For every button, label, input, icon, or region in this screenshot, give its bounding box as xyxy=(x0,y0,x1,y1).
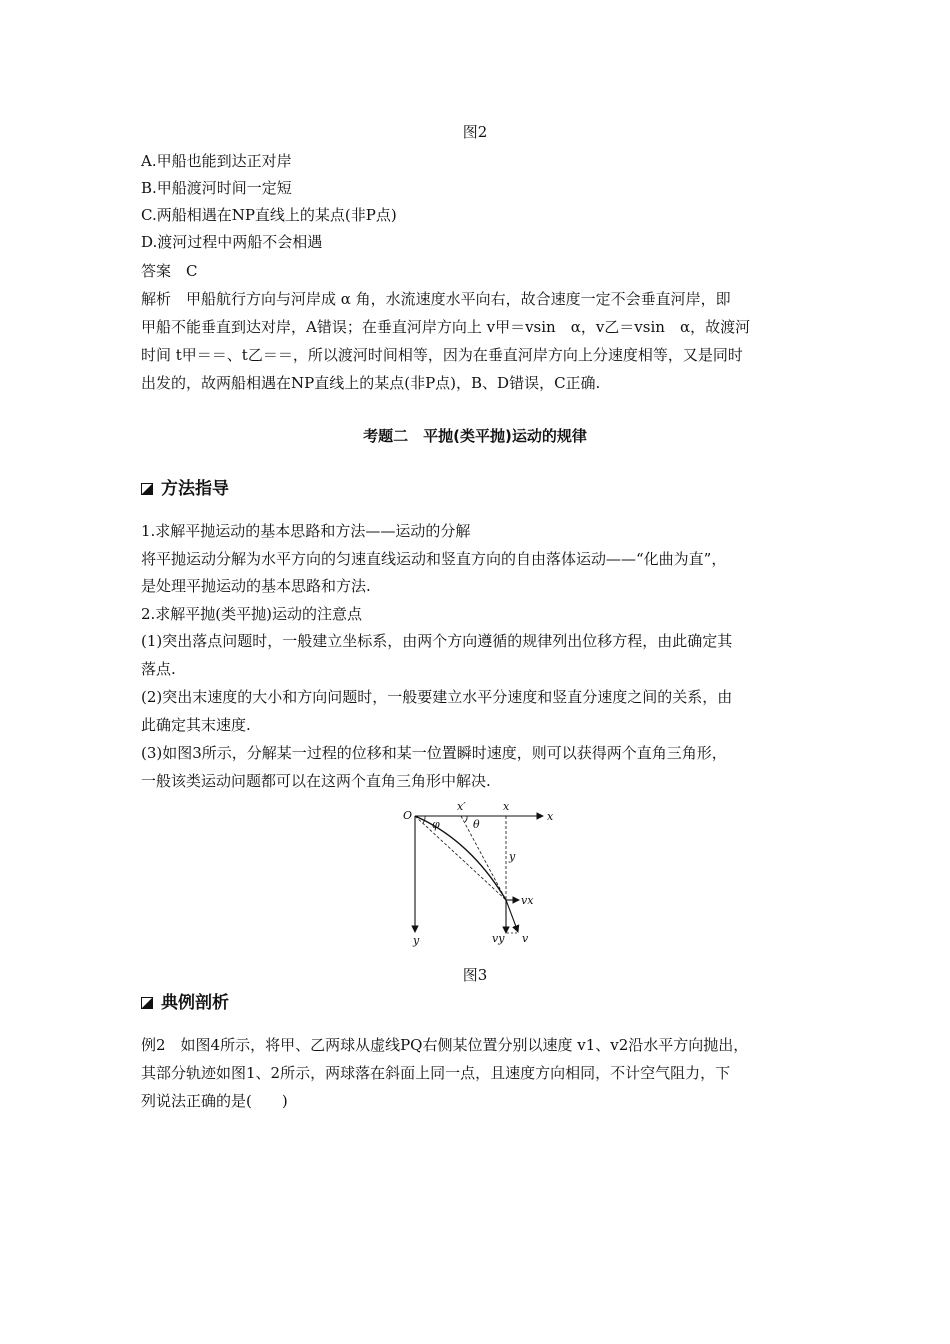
x-prime-label: x′ xyxy=(457,800,466,813)
analysis-line: 甲船不能垂直到达对岸，A错误；在垂直河岸方向上 v甲＝vsin α，v乙＝vsin α，故渡河 xyxy=(141,318,751,336)
section-marker-icon xyxy=(141,997,153,1009)
x-axis-label: x xyxy=(547,810,554,823)
topic-title: 考题二 平抛(类平抛)运动的规律 xyxy=(363,427,587,445)
v-arrow xyxy=(506,900,518,932)
vy-label: vy xyxy=(492,932,505,945)
analysis-line: 时间 t甲＝＝、t乙＝＝，所以渡河时间相等，因为在垂直河岸方向上分速度相等，又是同时 xyxy=(141,346,743,364)
example-line: 列说法正确的是( ) xyxy=(141,1092,288,1110)
figure3-caption: 图3 xyxy=(462,966,488,984)
y-mark-label: y xyxy=(509,850,516,863)
section-title: 方法指导 xyxy=(161,479,229,499)
figure2-caption: 图2 xyxy=(462,123,488,141)
method-line: 是处理平抛运动的基本思路和方法. xyxy=(141,577,371,595)
analysis-line: 出发的，故两船相遇在NP直线上的某点(非P点)，B、D错误，C正确. xyxy=(141,374,601,392)
figure3-diagram xyxy=(395,800,565,952)
theta-arc xyxy=(465,816,467,822)
option-b: B.甲船渡河时间一定短 xyxy=(141,179,292,197)
method-line: (1)突出落点问题时，一般建立坐标系，由两个方向遵循的规律列出位移方程，由此确定其 xyxy=(141,632,733,650)
section-title: 典例剖析 xyxy=(161,993,229,1013)
section-heading-examples xyxy=(141,992,229,1014)
method-line: 落点. xyxy=(141,660,176,678)
y-axis-label: y xyxy=(413,934,420,947)
example-line: 例2 如图4所示，将甲、乙两球从虚线PQ右侧某位置分别以速度 v1、v2沿水平方向抛出， xyxy=(141,1036,749,1054)
option-c: C.两船相遇在NP直线上的某点(非P点) xyxy=(141,206,397,224)
section-heading-method xyxy=(141,478,229,500)
method-line: (3)如图3所示，分解某一过程的位移和某一位置瞬时速度，则可以获得两个直角三角形， xyxy=(141,744,727,762)
section-marker-icon xyxy=(141,483,153,495)
method-line: 1.求解平抛运动的基本思路和方法——运动的分解 xyxy=(141,522,471,540)
theta-label: θ xyxy=(473,818,480,831)
method-line: 一般该类运动问题都可以在这两个直角三角形中解决. xyxy=(141,772,491,790)
tangent-line xyxy=(461,816,506,900)
method-line: (2)突出末速度的大小和方向问题时，一般要建立水平分速度和竖直分速度之间的关系，由 xyxy=(141,688,733,706)
option-d: D.渡河过程中两船不会相遇 xyxy=(141,233,323,251)
example-line: 其部分轨迹如图1、2所示，两球落在斜面上同一点，且速度方向相同，不计空气阻力，下 xyxy=(141,1064,731,1082)
phi-label: φ xyxy=(432,818,440,831)
method-line: 将平抛运动分解为水平方向的匀速直线运动和竖直方向的自由落体运动——“化曲为直”， xyxy=(141,550,727,568)
origin-label: O xyxy=(403,809,413,822)
analysis-line: 解析 甲船航行方向与河岸成 α 角，水流速度水平向右，故合速度一定不会垂直河岸，即 xyxy=(141,290,731,308)
method-line: 此确定其末速度. xyxy=(141,716,251,734)
option-a: A.甲船也能到达正对岸 xyxy=(141,152,292,170)
displacement-line xyxy=(415,816,506,900)
answer: 答案 C xyxy=(141,262,198,280)
vx-label: vx xyxy=(521,894,534,907)
v-label: v xyxy=(522,932,529,945)
x-mark-label: x xyxy=(503,800,510,813)
method-line: 2.求解平抛(类平抛)运动的注意点 xyxy=(141,605,363,623)
